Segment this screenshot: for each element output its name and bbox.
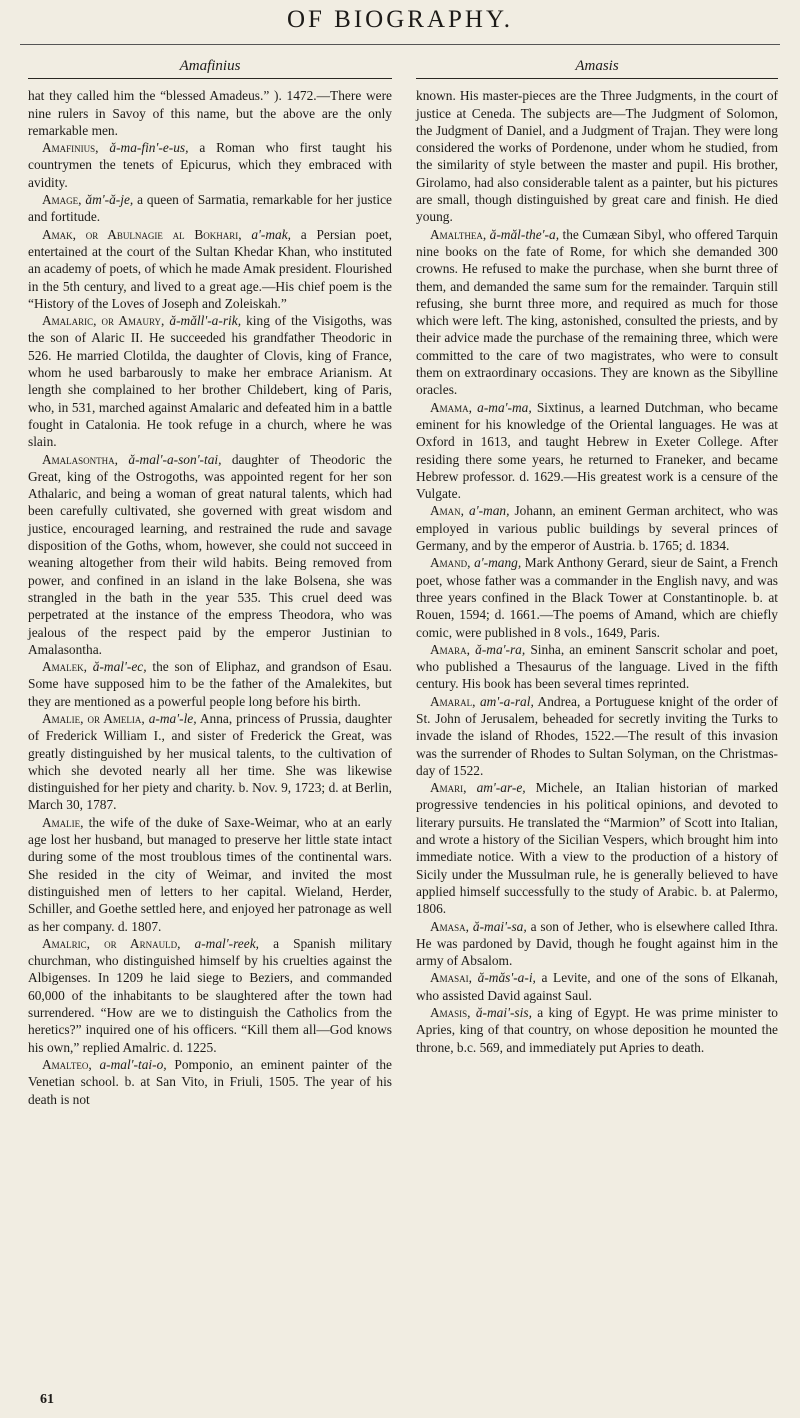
right-column xyxy=(416,58,778,1056)
entry-pronunciation: ă-mal'-ec, xyxy=(92,659,147,675)
entry-headword: Amalaric, or Amaury, xyxy=(42,313,165,329)
left-entries xyxy=(28,87,392,1108)
entry-pronunciation: am'-a-ral, xyxy=(479,693,534,709)
entry-pronunciation: ă-ma'-ra, xyxy=(475,641,526,657)
entry-pronunciation: am'-ar-e, xyxy=(476,780,526,796)
dictionary-entry xyxy=(416,226,778,399)
dictionary-entry xyxy=(416,969,778,1004)
entry-body: a queen of Sarmatia, remarkable for her justice and fortitude. xyxy=(28,192,392,225)
dictionary-entry xyxy=(416,779,778,917)
entry-headword: Amalteo, xyxy=(42,1056,92,1072)
entry-headword: Amari, xyxy=(430,780,467,796)
entry-body: the wife of the duke of Saxe-Weimar, who at an early age lost her husband, but managed to preserve her little state intact during some of the most troublous times of the continental wars. She resided in the city of Weimar, and invited the most distinguished men of letters to her capital. Wieland, Herder, Schiller, and Goethe settled here, and enjoyed her patronage as well as her company. d. 1807. xyxy=(28,814,392,934)
entry-pronunciation: a-mal'-reek, xyxy=(194,935,259,951)
entry-headword: Amalek, xyxy=(42,659,88,675)
dictionary-entry xyxy=(28,814,392,935)
dictionary-entry xyxy=(416,641,778,693)
entry-body: daughter of Theodoric the Great, king of the Ostrogoths, was appointed regent for her son Athalaric, and being a woman of great natural talents, which had been carefully cultivated, she governed with great wisdom and justice, encouraged learning, and restrained the rude and savage disposition of the Goths, whom, however, she could not succeed in weaning altogether from their wild habits. Being removed from power, and confined in an island in the lake Bolsena, she was strangled in the bath in the year 535. This cruel deed was perpetrated at the instance of the empress Theodora, who was jealous of the respect paid by the emperor Justinian to Amalasontha. xyxy=(28,451,392,657)
entry-headword: Amand, xyxy=(430,555,471,571)
dictionary-entry xyxy=(28,1056,392,1108)
entry-pronunciation: a'-mang, xyxy=(474,555,522,571)
dictionary-entry xyxy=(416,1004,778,1056)
entry-body: a Spanish military churchman, who distinguished himself by his cruelties against the Albigenses. In 1209 he laid siege to Beziers, and commanded 60,000 of the inhabitants to be slaughtered after the town had surrendered. “How are we to distinguish the Catholics from the heretics?” inquired one of his officers. “Kill them all—God knows his own,” replied Amalric. d. 1225. xyxy=(28,935,392,1055)
entry-body: Sinha, an eminent Sanscrit scholar and poet, who published a Thesaurus of the language. Lived in the fifth century. His book has been several times reprinted. xyxy=(416,641,778,692)
entry-pronunciation: ă-mai'-sis, xyxy=(475,1005,532,1021)
entry-pronunciation: ă-măl-the'-a, xyxy=(489,226,560,242)
entry-headword: Amara, xyxy=(430,641,471,657)
running-title: OF BIOGRAPHY. xyxy=(286,6,514,33)
dictionary-entry xyxy=(28,658,392,710)
entry-headword: Amalric, or Arnauld, xyxy=(42,935,181,951)
entry-body: the son of Eliphaz, and grandson of Esau. Some have supposed him to be the father of the Amalekites, but they are mentioned as a powerful people long before his birth. xyxy=(28,659,392,709)
header-rule xyxy=(20,44,780,45)
entry-pronunciation: a'-man, xyxy=(469,503,510,519)
right-guide-word: Amasis xyxy=(416,58,778,79)
dictionary-entry xyxy=(28,935,392,1056)
entry-headword: Amage, xyxy=(42,192,82,208)
entry-pronunciation: ă-măs'-a-i, xyxy=(477,970,536,986)
entry-body: Johann, an eminent German architect, who was employed in various public buildings by several princes of Germany, and by the emperor of Austria. b. 1765; d. 1834. xyxy=(416,503,778,554)
entry-body: king of the Visigoths, was the son of Alaric II. He succeeded his grandfather Theodoric in 526. He married Clotilda, the daughter of Clovis, king of France, whom he used barbarously to make her embrace Arianism. At length she complained to her brother Childebert, king of Paris, who, in 531, marched against Amalaric and defeated him in a battle fought in Catalonia. He took refuge in a church, where he was slain. xyxy=(28,313,392,450)
entry-body: Sixtinus, a learned Dutchman, who became eminent for his knowledge of the Oriental languages. He was at Oxford in 1613, and taught Hebrew in Exeter College. After residing there some years, he returned to Franeker, and became Hebrew professor. d. 1629.—His greatest work is a censure of the Vulgate. xyxy=(416,399,778,502)
entry-headword: Amama, xyxy=(430,399,473,415)
entry-pronunciation: ă-ma-fin'-e-us, xyxy=(109,140,189,156)
dictionary-entry xyxy=(28,139,392,191)
entry-headword: Amalasontha, xyxy=(42,451,119,467)
left-column xyxy=(28,58,392,1108)
entry-body: Pomponio, an eminent painter of the Venetian school. b. at San Vito, in Friuli, 1505. The year of his death is not xyxy=(28,1056,392,1107)
entry-pronunciation: a-mal'-tai-o, xyxy=(99,1056,167,1072)
entry-pronunciation: ă-mal'-a-son'-tai, xyxy=(128,451,222,467)
dictionary-entry xyxy=(416,693,778,779)
dictionary-entry xyxy=(416,87,778,225)
dictionary-entry xyxy=(416,399,778,503)
dictionary-entry xyxy=(416,554,778,640)
entry-pronunciation: ă-măll'-a-rik, xyxy=(169,313,242,329)
entry-headword: Amalie, xyxy=(42,814,84,830)
left-guide-word: Amafinius xyxy=(28,58,392,79)
entry-headword: Amaral, xyxy=(430,693,476,709)
entry-body: a Levite, and one of the sons of Elkanah, who assisted David against Saul. xyxy=(416,970,778,1003)
entry-body: known. His master-pieces are the Three Judgments, in the court of justice at Ceneda. The subjects are—The Judgment of Solomon, the Judgment of Daniel, and a Judgment of Trajan. They were long considered the works of Pordenone, under whom he studied, from the similarity of style between the master and pupil. His brother, Girolamo, had also considerable talent as a painter, but his pictures are small, though distinguished by great care and finish. He died young. xyxy=(416,88,778,225)
right-entries xyxy=(416,87,778,1056)
entry-pronunciation: a-ma'-le, xyxy=(148,710,197,726)
entry-pronunciation: ăm'-ă-je, xyxy=(85,192,134,208)
dictionary-entry xyxy=(416,502,778,554)
entry-body: the Cumæan Sibyl, who offered Tarquin nine books on the fate of Rome, for which she demanded 300 crowns. He refused to make the purchase, when she burnt three of them, and demanded the same sum for the remainder. Tarquin still refusing, she burnt three more, and required as much for those which were left. The king, astonished, consulted the priests, and by their advice made the purchase of the remaining three, which were committed to the care of two magistrates, who were to consult them on extraordinary occasions. They are known as the Sibylline oracles. xyxy=(416,226,778,398)
entry-body: a king of Egypt. He was prime minister to Apries, king of that country, on whose deposition he mounted the throne, b.c. 569, and immediately put Apries to death. xyxy=(416,1005,778,1055)
dictionary-entry xyxy=(28,87,392,139)
entry-headword: Amasai, xyxy=(430,970,473,986)
dictionary-entry xyxy=(28,710,392,814)
entry-headword: Amalie, or Amelia, xyxy=(42,710,145,726)
entry-headword: Amasis, xyxy=(430,1005,471,1021)
entry-pronunciation: a'-mak, xyxy=(251,226,292,242)
entry-body: Michele, an Italian historian of marked progressive tendencies in his political opinions, and devoted to literary pursuits. He translated the “Marmion” of Scott into Italian, and wrote a history of the Sicilian Vespers, which brought him into immediate notice. With a view to the production of a history of Sicily under the Mussulman rule, he is generally believed to have applied himself successfully to the study of Arabic. b. at Palermo, 1806. xyxy=(416,780,778,917)
entry-headword: Amasa, xyxy=(430,918,470,934)
dictionary-entry xyxy=(28,312,392,450)
entry-headword: Amalthea, xyxy=(430,226,487,242)
entry-headword: Amak, or Abulnagie al Bokhari, xyxy=(42,226,242,242)
entry-headword: Amafinius, xyxy=(42,140,99,156)
entry-body: a Persian poet, entertained at the court of the Sultan Khedar Khan, who instituted an academy of poets, of which he made Amak president. Flourished in the 5th century, and lived to a great age.—His chief poem is the “History of the Loves of Joseph and Zoleiskah.” xyxy=(28,226,392,311)
entry-body: Andrea, a Portuguese knight of the order of St. John of Jerusalem, beheaded for secretly inviting the Turks to invade the island of Rhodes, 1522.—The result of this invasion was the surrender of Rhodes to Sultan Solyman, on the Christmas-day of 1522. xyxy=(416,693,779,778)
entry-body: a son of Jether, who is elsewhere called Ithra. He was pardoned by David, though he fought against him in the army of Absalom. xyxy=(416,918,778,969)
dictionary-entry xyxy=(416,918,778,970)
entry-body: hat they called him the “blessed Amadeus.” ). 1472.—There were nine rulers in Savoy of this name, but the above are the only remarkable men. xyxy=(28,88,392,138)
entry-pronunciation: ă-mai'-sa, xyxy=(472,918,527,934)
dictionary-entry xyxy=(28,451,392,659)
entry-body: Anna, princess of Prussia, daughter of Frederick William I., and sister of Frederick the Great, was greatly distinguished by her musical talents, to the cultivation of which she devoted nearly all her time. She was likewise distinguished for her piety and charity. b. Nov. 9, 1723; d. at Berlin, March 30, 1787. xyxy=(28,710,393,813)
dictionary-entry xyxy=(28,191,392,226)
dictionary-entry xyxy=(28,226,392,312)
entry-pronunciation: a-ma'-ma, xyxy=(477,399,532,415)
entry-body: a Roman who first taught his countrymen the tenets of Epicurus, which they embraced with avidity. xyxy=(28,140,392,190)
page-number: 61 xyxy=(40,1392,54,1407)
entry-body: Mark Anthony Gerard, sieur de Saint, a French poet, whose father was a commander in the English navy, and was three years confined in the Black Tower at Constantinople. b. at Rouen, 1594; d. 1661.—The poems of Amand, which are chiefly comic, were published in 8 vols., 1649, Paris. xyxy=(416,555,778,640)
entry-headword: Aman, xyxy=(430,503,465,519)
